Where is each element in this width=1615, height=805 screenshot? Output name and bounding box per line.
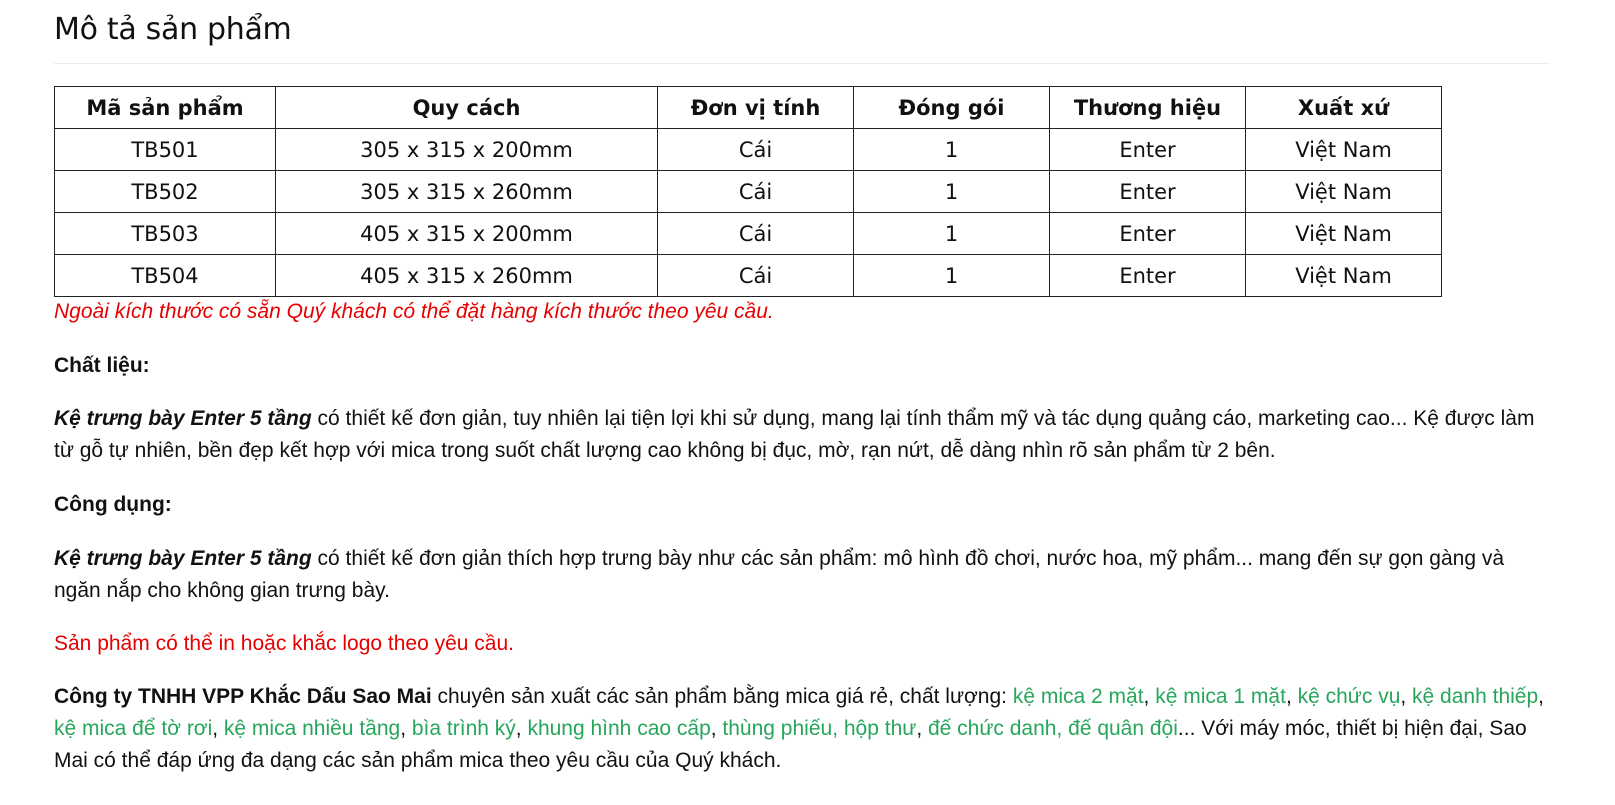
table-cell: Enter (1050, 213, 1246, 255)
product-link[interactable]: kệ mica để tờ rơi (54, 717, 213, 740)
product-name: Kệ trưng bày Enter 5 tầng (54, 407, 312, 430)
product-name: Kệ trưng bày Enter 5 tầng (54, 547, 312, 570)
usage-text: có thiết kế đơn giản thích hợp trưng bày như các sản phẩm: mô hình đồ chơi, nước hoa, mỹ phẩm... mang đến sự gọn gàng và ngăn nắp cho không gian trưng bày. (54, 547, 1505, 602)
product-link[interactable]: thùng phiếu, hộp thư (722, 717, 917, 740)
product-link[interactable]: đế chức danh, đế quân đội (927, 717, 1178, 740)
product-link[interactable]: kệ danh thiếp (1412, 685, 1539, 708)
material-text: có thiết kế đơn giản, tuy nhiên lại tiện lợi khi sử dụng, mang lại tính thẩm mỹ và tác dụng quảng cáo, marketing cao... Kệ được làm từ gỗ tự nhiên, bền đẹp kết hợp với mica trong suốt chất lượng cao không bị đục, mờ, rạn nứt, dễ dàng nhìn rõ sản phẩm từ 2 bên. (54, 407, 1535, 462)
header-cell: Xuất xứ (1246, 87, 1442, 129)
company-paragraph (54, 681, 1544, 777)
link-separator: , (1400, 685, 1413, 708)
table-cell: TB503 (55, 213, 276, 255)
table-cell: Việt Nam (1246, 213, 1442, 255)
product-link[interactable]: kệ chức vụ (1297, 685, 1401, 708)
table-cell: Cái (658, 255, 854, 297)
table-row (55, 213, 1442, 255)
table-cell: 1 (854, 255, 1050, 297)
table-cell: 405 x 315 x 200mm (276, 213, 658, 255)
usage-heading: Công dụng: (54, 493, 172, 516)
table-cell: Việt Nam (1246, 255, 1442, 297)
link-separator: , (1143, 685, 1156, 708)
link-separator: , (515, 717, 528, 740)
product-link[interactable]: kệ mica 1 mặt (1155, 685, 1286, 708)
table-row (55, 129, 1442, 171)
table-cell: TB501 (55, 129, 276, 171)
table-cell: Enter (1050, 171, 1246, 213)
table-row (55, 255, 1442, 297)
table-cell: 1 (854, 213, 1050, 255)
link-separator: , (916, 717, 928, 740)
header-cell: Thương hiệu (1050, 87, 1246, 129)
link-separator: , (1285, 685, 1298, 708)
table-cell: Việt Nam (1246, 171, 1442, 213)
table-cell: 305 x 315 x 200mm (276, 129, 658, 171)
table-cell: TB502 (55, 171, 276, 213)
link-separator: , (400, 717, 412, 740)
product-link[interactable]: bìa trình ký (411, 717, 516, 740)
logo-note: Sản phẩm có thể in hoặc khắc logo theo yêu cầu. (54, 632, 514, 655)
material-heading: Chất liệu: (54, 354, 150, 377)
table-cell: Cái (658, 171, 854, 213)
link-separator: , (212, 717, 224, 740)
section-title: Mô tả sản phẩm (54, 12, 292, 47)
product-link[interactable]: kệ mica 2 mặt (1012, 685, 1144, 708)
table-cell: Việt Nam (1246, 129, 1442, 171)
company-intro: chuyên sản xuất các sản phẩm bằng mica giá rẻ, chất lượng: (431, 685, 1013, 708)
table-cell: 305 x 315 x 260mm (276, 171, 658, 213)
table-cell: TB504 (55, 255, 276, 297)
spec-table (54, 86, 1442, 297)
table-cell: 1 (854, 171, 1050, 213)
product-link[interactable]: kệ mica nhiều tầng (223, 717, 401, 740)
material-paragraph (54, 403, 1544, 467)
link-separator: , (1538, 685, 1544, 708)
usage-paragraph (54, 543, 1544, 607)
header-cell: Mã sản phẩm (55, 87, 276, 129)
table-cell: 405 x 315 x 260mm (276, 255, 658, 297)
link-separator: , (710, 717, 723, 740)
table-header-row (55, 87, 1442, 129)
header-cell: Đóng gói (854, 87, 1050, 129)
company-name: Công ty TNHH VPP Khắc Dấu Sao Mai (54, 685, 432, 708)
table-cell: Cái (658, 213, 854, 255)
header-cell: Đơn vị tính (658, 87, 854, 129)
table-cell: 1 (854, 129, 1050, 171)
company-outro: ... Với máy móc, thiết bị hiện đại, Sao Mai có thể đáp ứng đa dạng các sản phẩm mica theo yêu cầu của Quý khách. (54, 717, 1527, 772)
header-cell: Quy cách (276, 87, 658, 129)
custom-size-note: Ngoài kích thước có sẵn Quý khách có thể đặt hàng kích thước theo yêu cầu. (54, 300, 774, 323)
table-cell: Enter (1050, 255, 1246, 297)
table-row (55, 171, 1442, 213)
product-link[interactable]: khung hình cao cấp (527, 717, 711, 740)
divider (54, 63, 1550, 64)
table-cell: Enter (1050, 129, 1246, 171)
table-cell: Cái (658, 129, 854, 171)
